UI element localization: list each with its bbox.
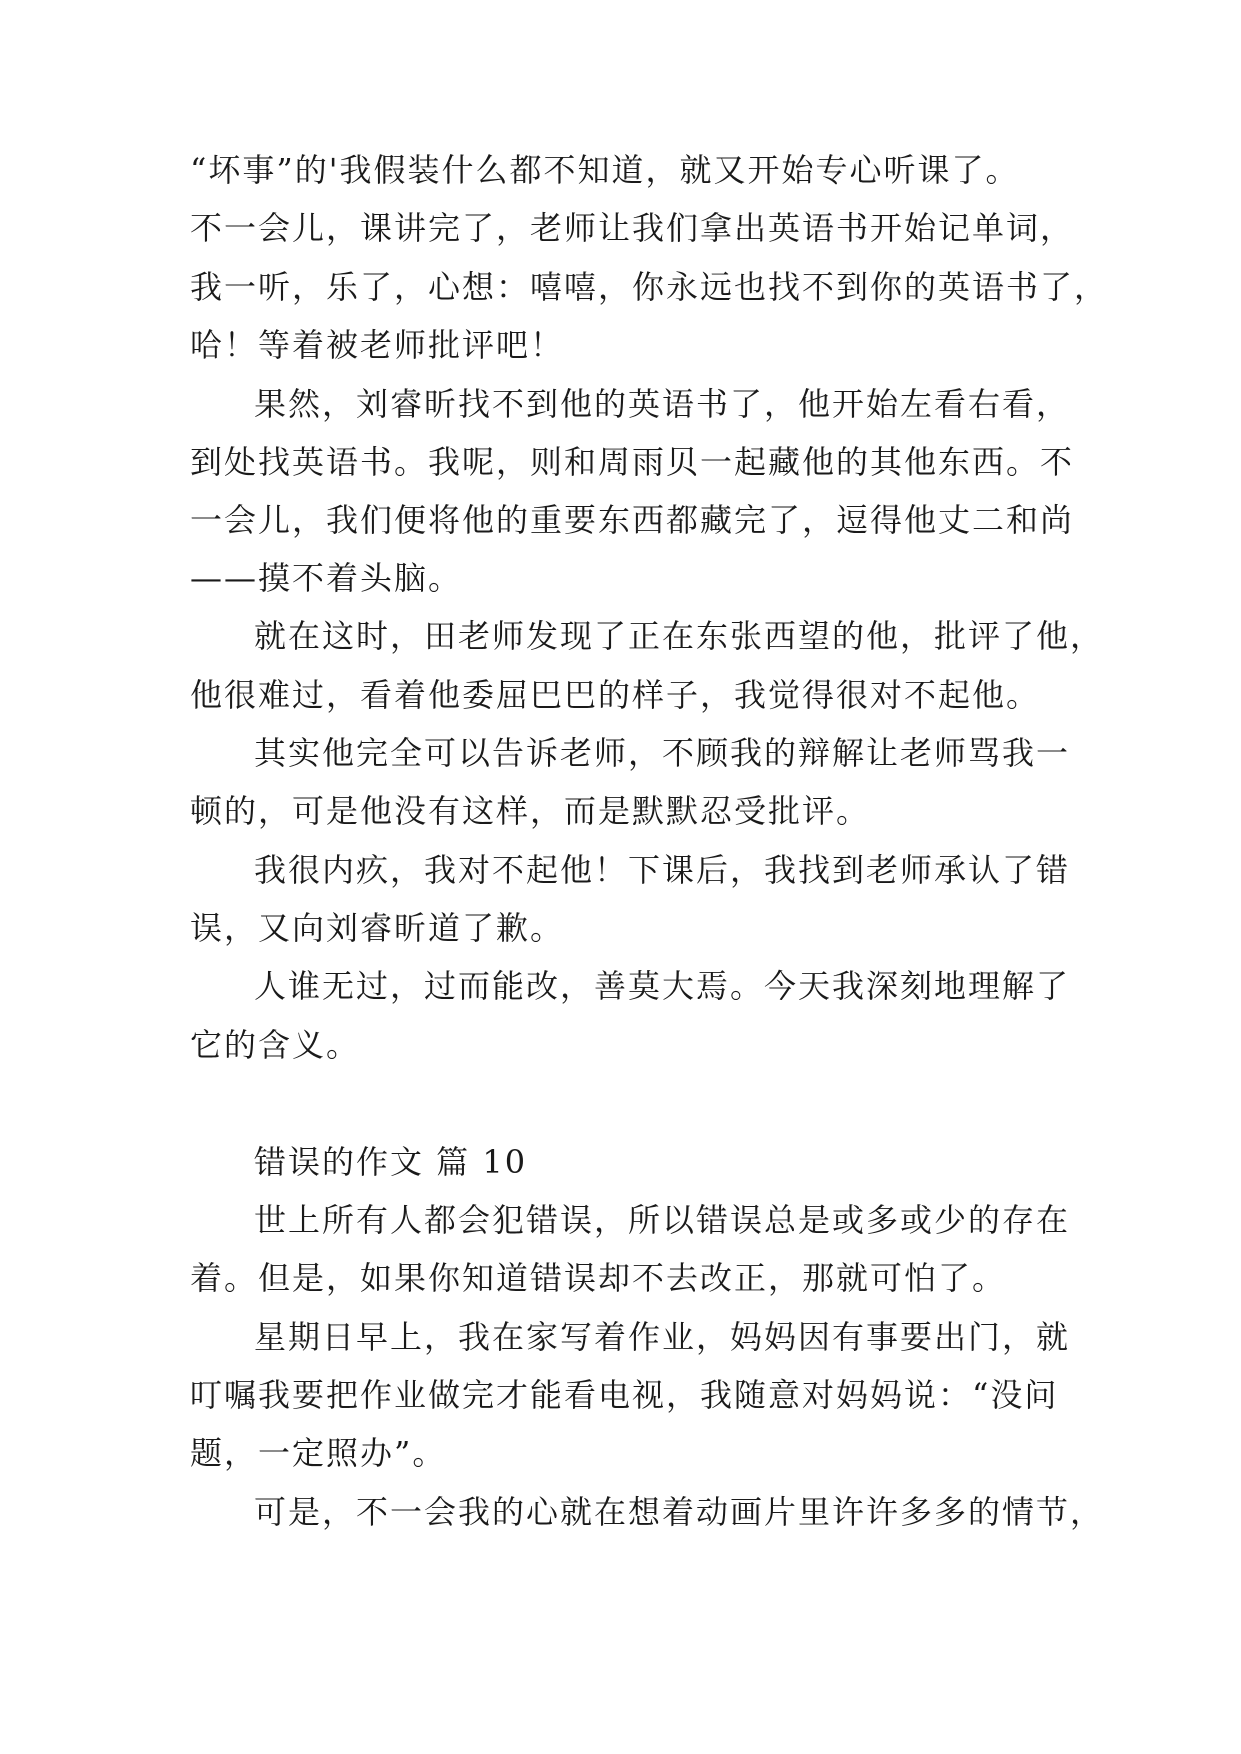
text-line: 误，又向刘睿昕道了歉。 — [190, 909, 565, 947]
text-line: 哈！等着被老师批评吧！ — [190, 326, 565, 364]
text-line: 着。但是，如果你知道错误却不去改正，那就可怕了。 — [190, 1259, 1007, 1297]
text-line: 顿的，可是他没有这样，而是默默忍受批评。 — [190, 792, 871, 830]
paragraph-first-line: 就在这时，田老师发现了正在东张西望的他，批评了他， — [254, 617, 1105, 655]
text-line: 到处找英语书。我呢，则和周雨贝一起藏他的其他东西。不 — [190, 443, 1075, 481]
section-heading: 错误的作文 篇 10 — [254, 1143, 528, 1181]
text-line: 题，一定照办”。 — [190, 1434, 447, 1472]
paragraph-first-line: 人谁无过，过而能改，善莫大焉。今天我深刻地理解了 — [254, 967, 1071, 1005]
paragraph-first-line: 星期日早上，我在家写着作业，妈妈因有事要出门，就 — [254, 1318, 1071, 1356]
text-line: 不一会儿，课讲完了，老师让我们拿出英语书开始记单词， — [190, 209, 1075, 247]
paragraph-first-line: 可是，不一会我的心就在想着动画片里许许多多的情节， — [254, 1493, 1105, 1531]
text-line: ——摸不着头脑。 — [190, 559, 463, 597]
text-line: 我一听，乐了，心想：嘻嘻，你永远也找不到你的英语书了， — [190, 268, 1109, 306]
paragraph-first-line: 果然，刘睿昕找不到他的英语书了，他开始左看右看， — [254, 385, 1071, 423]
text-line: 一会儿，我们便将他的重要东西都藏完了，逗得他丈二和尚 — [190, 501, 1075, 539]
paragraph-first-line: 其实他完全可以告诉老师，不顾我的辩解让老师骂我一 — [254, 734, 1071, 772]
paragraph-first-line: 我很内疚，我对不起他！下课后，我找到老师承认了错 — [254, 851, 1071, 889]
text-line: 他很难过，看着他委屈巴巴的样子，我觉得很对不起他。 — [190, 676, 1041, 714]
text-line: 叮嘱我要把作业做完才能看电视，我随意对妈妈说：“没问 — [190, 1376, 1059, 1414]
paragraph-first-line: 世上所有人都会犯错误，所以错误总是或多或少的存在 — [254, 1201, 1071, 1239]
text-line: 它的含义。 — [190, 1026, 361, 1064]
text-line: “坏事”的'我假装什么都不知道，就又开始专心听课了。 — [190, 151, 1020, 189]
